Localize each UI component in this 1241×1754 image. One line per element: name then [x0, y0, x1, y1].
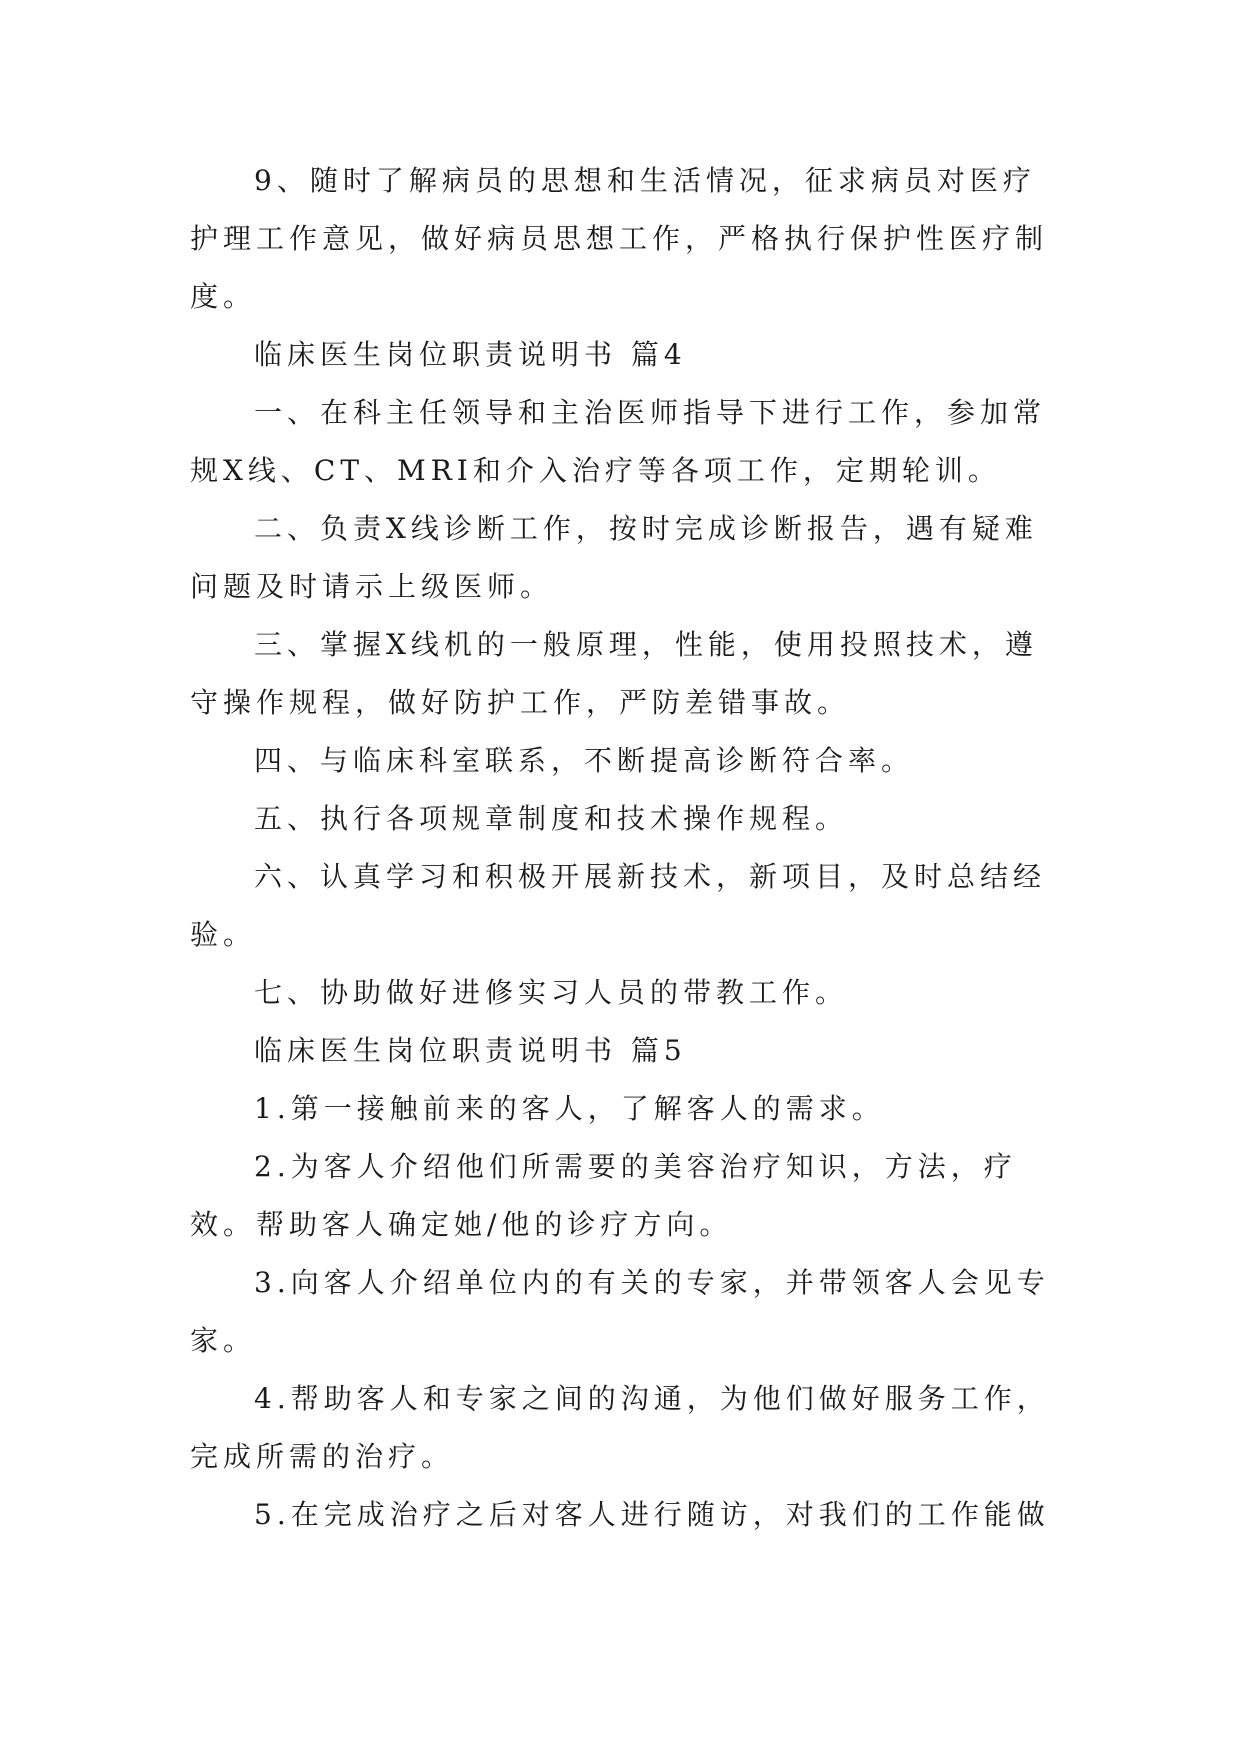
section-heading-4: 临床医生岗位职责说明书 篇4: [254, 338, 687, 371]
numbered-item-3: 3.向客人介绍单位内的有关的专家，并带领客人会见专家。: [190, 1266, 1050, 1357]
section-heading-5: 临床医生岗位职责说明书 篇5: [254, 1034, 687, 1067]
paragraph-item-3: 三、掌握X线机的一般原理，性能，使用投照技术，遵守操作规程，做好防护工作，严防差错事故。: [190, 628, 1038, 719]
paragraph-item-1: 一、在科主任领导和主治医师指导下进行工作，参加常规X线、CT、MRI和介入治疗等各项工作，定期轮训。: [190, 396, 1047, 487]
numbered-item-5: 5.在完成治疗之后对客人进行随访，对我们的工作能做: [254, 1498, 1050, 1531]
numbered-item-2: 2.为客人介绍他们所需要的美容治疗知识，方法，疗效。帮助客人确定她/他的诊疗方向。: [190, 1150, 1017, 1241]
paragraph-item-4: 四、与临床科室联系，不断提高诊断符合率。: [254, 744, 915, 777]
numbered-item-1: 1.第一接触前来的客人，了解客人的需求。: [254, 1092, 885, 1125]
paragraph-item-2: 二、负责X线诊断工作，按时完成诊断报告，遇有疑难问题及时请示上级医师。: [190, 512, 1038, 603]
paragraph-item-9: 9、随时了解病员的思想和生活情况，征求病员对医疗护理工作意见，做好病员思想工作，严格执行保护性医疗制度。: [190, 164, 1049, 313]
paragraph-item-5: 五、执行各项规章制度和技术操作规程。: [254, 802, 849, 835]
numbered-item-4: 4.帮助客人和专家之间的沟通，为他们做好服务工作，完成所需的治疗。: [190, 1382, 1050, 1473]
document-body: [190, 152, 1052, 1544]
paragraph-item-6: 六、认真学习和积极开展新技术，新项目，及时总结经验。: [190, 860, 1047, 951]
paragraph-item-7: 七、协助做好进修实习人员的带教工作。: [254, 976, 849, 1009]
